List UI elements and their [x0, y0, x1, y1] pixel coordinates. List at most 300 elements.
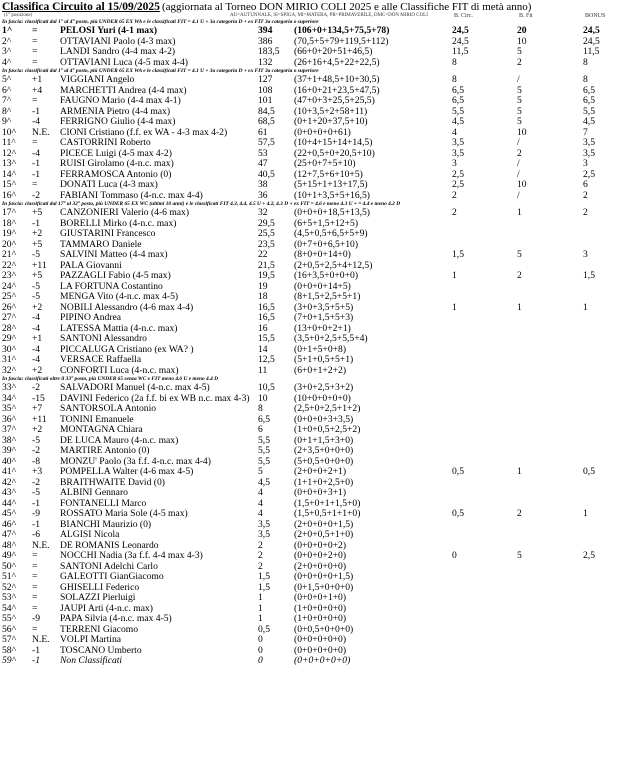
cell-det: (37+1+48,5+10+30,5) — [294, 74, 380, 85]
cell-name: LANDI Sandro (4-4 max 4-2) — [60, 46, 176, 57]
table-row — [0, 292, 628, 303]
cell-name: MONTAGNA Chiara — [60, 424, 143, 435]
cell-rank: 27^ — [2, 312, 17, 323]
cell-rank: 7^ — [2, 95, 12, 106]
cell-rank: 55^ — [2, 613, 17, 624]
cell-b1: 24,5 — [452, 35, 469, 47]
cell-var: -15 — [32, 392, 45, 404]
cell-pts: 1 — [258, 602, 263, 614]
cell-det: (16+0+21+23,5+47,5) — [294, 84, 380, 96]
cell-b2: 5 — [517, 105, 522, 117]
cell-rank: 38^ — [2, 434, 17, 446]
cell-name: FERRIGNO Giulio (4-4 max) — [60, 116, 176, 127]
fascia-note-1: In fascia: classificati dal 1° al 4° posto, più UNDER 65 EX WA e le classificati FIT = 4.1 U + 3a categoria D + ex FIT 3a categoria o superiore — [2, 19, 319, 25]
cell-b3: 2,5 — [583, 550, 595, 561]
cell-b2: / — [517, 137, 520, 148]
cell-det: (2+0+0,5+1+0) — [294, 529, 354, 540]
cell-pts: 108 — [258, 84, 273, 96]
cell-det: (10+0+0+0+0) — [294, 392, 351, 404]
cell-name: TERRENI Giacomo — [60, 623, 139, 635]
cell-rank: 58^ — [2, 644, 17, 656]
cell-det: (5+1+0,5+5+1) — [294, 354, 354, 365]
table-row — [0, 355, 628, 366]
table-row — [0, 572, 628, 583]
cell-name: BORELLI Mirko (4-n.c. max) — [60, 217, 177, 229]
cell-rank: 2^ — [2, 35, 12, 47]
cell-name: GIUSTARINI Francesco — [60, 228, 156, 239]
cell-var: = — [32, 95, 38, 106]
cell-pts: 10,5 — [258, 382, 275, 393]
cell-var: +11 — [32, 413, 47, 425]
cell-var: = — [32, 602, 38, 614]
fascia-note: In fascia: classificati dal 1° al 4° posto, più UNDER 65 EX WA e le classificati FIT = 4.1 U + 3a categoria D + ex FIT 3a categoria o superiore — [2, 68, 319, 74]
cell-det: (1+0+0+0+0) — [294, 602, 347, 614]
cell-var: = — [32, 35, 38, 47]
cell-b2: 2 — [517, 270, 522, 281]
cell-b2: 5 — [517, 249, 522, 260]
cell-name: VIGGIANI Angelo — [60, 74, 135, 85]
cell-name: GALEOTTI GianGiacomo — [60, 571, 164, 582]
cell-rank: 36^ — [2, 413, 17, 425]
cell-name: VOLPI Martina — [60, 634, 122, 645]
cell-det: (0+0+0+3+1) — [294, 487, 347, 498]
cell-var: +2 — [32, 301, 43, 313]
cell-b3: 3 — [583, 158, 588, 169]
cell-b1: 11,5 — [452, 46, 469, 57]
cell-name: CASTORRINI Roberto — [60, 137, 151, 148]
cell-b1: 6,5 — [452, 84, 464, 96]
cell-b3: 5,5 — [583, 105, 595, 117]
cell-b1: 6,5 — [452, 95, 464, 106]
cell-rank: 30^ — [2, 343, 17, 355]
table-row — [0, 159, 628, 170]
cell-name: MARCHETTI Andrea (4-4 max) — [60, 84, 187, 96]
cell-rank: 18^ — [2, 217, 17, 229]
cell-det: (0+1+1,5+3+0) — [294, 434, 354, 446]
cell-var: -5 — [32, 434, 40, 446]
cell-pts: 0 — [258, 634, 263, 645]
cell-name: MONZU' Paolo (3a f.f. 4-n.c. max 4-4) — [60, 455, 211, 467]
cell-det: (13+0+0+2+1) — [294, 322, 351, 334]
cell-name: BIANCHI Maurizio (0) — [60, 518, 152, 530]
cell-det: (106+0+134,5+75,5+78) — [294, 25, 390, 36]
cell-det: (0+0+0+0+2) — [294, 539, 347, 551]
cell-rank: 32^ — [2, 364, 17, 376]
table-row — [0, 635, 628, 646]
cell-rank: 22^ — [2, 259, 17, 271]
cell-name: ALGISI Nicola — [60, 529, 120, 540]
cell-det: (6+0+1+2+2) — [294, 364, 347, 376]
cell-pts: 5,5 — [258, 434, 270, 446]
cell-rank: 12^ — [2, 147, 17, 159]
cell-pts: 25,5 — [258, 228, 275, 239]
cell-b1: 1 — [452, 301, 457, 313]
cell-pts: 3,5 — [258, 529, 270, 540]
cell-name: SANTORSOLA Antonio — [60, 403, 157, 414]
cell-var: -5 — [32, 249, 40, 260]
cell-rank: 40^ — [2, 455, 17, 467]
cell-b3: 1,5 — [583, 270, 595, 281]
cell-rank: 15^ — [2, 179, 17, 190]
cell-b3: 24,5 — [583, 35, 600, 47]
cell-b2: 5 — [517, 46, 522, 57]
cell-pts: 0 — [258, 655, 263, 666]
cell-rank: 54^ — [2, 602, 17, 614]
cell-det: (47+0+3+25,5+25,5) — [294, 95, 375, 106]
cell-pts: 6,5 — [258, 413, 270, 425]
cell-rank: 26^ — [2, 301, 17, 313]
cell-rank: 48^ — [2, 539, 17, 551]
cell-var: = — [32, 560, 38, 572]
cell-var: = — [32, 46, 38, 57]
cell-b2: 2 — [517, 508, 522, 519]
cell-var: -1 — [32, 644, 40, 656]
table-row — [0, 138, 628, 149]
cell-det: (2+0,5+2,5+4+12,5) — [294, 259, 373, 271]
col-bonus-fit: B. Fit — [519, 13, 533, 19]
cell-pts: 40,5 — [258, 168, 275, 180]
cell-var: +5 — [32, 238, 43, 250]
cell-var: -2 — [32, 445, 40, 456]
cell-det: (70,5+5+79+119,5+112) — [294, 35, 389, 47]
cell-name: PIPINO Andrea — [60, 312, 122, 323]
cell-var: -2 — [32, 476, 40, 488]
cell-b2: 5 — [517, 116, 522, 127]
cell-rank: 37^ — [2, 424, 17, 435]
cell-var: +5 — [32, 270, 43, 281]
cell-rank: 14^ — [2, 168, 17, 180]
cell-det: (12+7,5+6+10+5) — [294, 168, 363, 180]
cell-pts: 2 — [258, 539, 263, 551]
cell-name: DE LUCA Mauro (4-n.c. max) — [60, 434, 179, 446]
cell-b3: 1 — [583, 508, 588, 519]
cell-name: DE ROMANIS Leonardo — [60, 539, 159, 551]
cell-pts: 38 — [258, 179, 268, 190]
cell-var: -5 — [32, 291, 40, 302]
cell-b2: / — [517, 168, 520, 180]
cell-det: (1+0+0+0+0) — [294, 613, 347, 624]
cell-var: = — [32, 25, 38, 36]
cell-var: = — [32, 623, 38, 635]
cell-var: +2 — [32, 364, 43, 376]
cell-var: -9 — [32, 508, 40, 519]
cell-b2: 5 — [517, 95, 522, 106]
cell-rank: 35^ — [2, 403, 17, 414]
cell-pts: 32 — [258, 207, 268, 218]
cell-name: TONINI Emanuele — [60, 413, 134, 425]
cell-b3: 7 — [583, 126, 588, 138]
table-row — [0, 488, 628, 499]
cell-pts: 8 — [258, 403, 263, 414]
cell-det: (2+0+0+0+0) — [294, 560, 347, 572]
table-row — [0, 593, 628, 604]
cell-det: (0+0+0+18,5+13,5) — [294, 207, 371, 218]
cell-name: BRAITHWAITE David (0) — [60, 476, 165, 488]
table-row — [0, 446, 628, 457]
cell-det: (0+1+20+37,5+10) — [294, 116, 368, 127]
cell-pts: 5 — [258, 466, 263, 477]
cell-pts: 4 — [258, 508, 263, 519]
table-row — [0, 250, 628, 261]
cell-det: (0+0+0+1+0) — [294, 592, 347, 603]
cell-name: POMPELLA Walter (4-6 max 4-5) — [60, 466, 194, 477]
cell-pts: 47 — [258, 158, 268, 169]
cell-var: +1 — [32, 333, 43, 344]
cell-pts: 4 — [258, 497, 263, 509]
cell-det: (1+1+0+2,5+0) — [294, 476, 354, 488]
table-row — [0, 383, 628, 394]
cell-name: PICECE Luigi (4-5 max 4-2) — [60, 147, 172, 159]
cell-var: +1 — [32, 74, 43, 85]
cell-var: -1 — [32, 217, 40, 229]
cell-b2: 5 — [517, 84, 522, 96]
cell-name: DONATI Luca (4-3 max) — [60, 179, 158, 190]
cell-b1: 2 — [452, 207, 457, 218]
cell-b3: 6 — [583, 179, 588, 190]
cell-name: FONTANELLI Marco — [60, 497, 147, 509]
cell-det: (5+15+1+13+17,5) — [294, 179, 368, 190]
cell-name: NOBILI Alessandro (4-6 max 4-4) — [60, 301, 194, 313]
table-row — [0, 334, 628, 345]
cell-rank: 56^ — [2, 623, 17, 635]
cell-pts: 394 — [258, 25, 273, 36]
cell-var: -4 — [32, 354, 40, 365]
cell-var: = — [32, 137, 38, 148]
cell-rank: 49^ — [2, 550, 17, 561]
cell-det: (0+1,5+0+0+0) — [294, 581, 354, 593]
document-title: Classifica Circuito al 15/09/2025 — [2, 1, 160, 13]
cell-name: OTTAVIANI Paolo (4-3 max) — [60, 35, 176, 47]
cell-det: (3,5+0+2,5+5,5+4) — [294, 333, 368, 344]
cell-rank: 16^ — [2, 189, 17, 201]
cell-rank: 17^ — [2, 207, 17, 218]
cell-pts: 12,5 — [258, 354, 275, 365]
cell-pts: 183,5 — [258, 46, 280, 57]
cell-rank: 24^ — [2, 280, 17, 292]
cell-pts: 132 — [258, 56, 273, 68]
cell-var: -2 — [32, 189, 40, 201]
cell-b3: 0,5 — [583, 466, 595, 477]
cell-rank: 9^ — [2, 116, 12, 127]
cell-var: -9 — [32, 613, 40, 624]
cell-pts: 386 — [258, 35, 273, 47]
cell-pts: 2 — [258, 550, 263, 561]
cell-b1: 0,5 — [452, 466, 464, 477]
cell-pts: 1 — [258, 613, 263, 624]
cell-var: -4 — [32, 343, 40, 355]
cell-det: (1+0+0,5+2,5+2) — [294, 424, 361, 435]
cell-name: TAMMARO Daniele — [60, 238, 142, 250]
cell-rank: 3^ — [2, 46, 12, 57]
cell-pts: 0,5 — [258, 623, 270, 635]
cell-name: TOSCANO Umberto — [60, 644, 142, 656]
cell-name: FERRAMOSCA Antonio (0) — [60, 168, 172, 180]
cell-b2: / — [517, 74, 520, 85]
cell-name: MENGA Vito (4-n.c. max 4-5) — [60, 291, 179, 302]
cell-name: PAZZAGLI Fabio (4-5 max) — [60, 270, 171, 281]
cell-pts: 19 — [258, 280, 268, 292]
cell-rank: 4^ — [2, 56, 12, 68]
table-row — [0, 117, 628, 128]
cell-var: N.E. — [32, 634, 50, 645]
document-header — [2, 1, 626, 21]
cell-det: (0+0+0+0+0) — [294, 634, 347, 645]
cell-name: ALBINI Gennaro — [60, 487, 128, 498]
cell-pts: 68,5 — [258, 116, 275, 127]
cell-rank: 31^ — [2, 354, 17, 365]
table-row — [0, 75, 628, 86]
cell-var: -2 — [32, 382, 40, 393]
table-row — [0, 271, 628, 282]
cell-rank: 10^ — [2, 126, 17, 138]
cell-pts: 1,5 — [258, 581, 270, 593]
cell-name: LA FORTUNA Costantino — [60, 280, 163, 292]
cell-rank: 51^ — [2, 571, 17, 582]
cell-pts: 5,5 — [258, 455, 270, 467]
cell-b2: 5 — [517, 550, 522, 561]
cell-rank: 53^ — [2, 592, 17, 603]
cell-var: -8 — [32, 455, 40, 467]
cell-name: SALVADORI Manuel (4-n.c. max 4-5) — [60, 382, 210, 393]
cell-rank: 5^ — [2, 74, 12, 85]
cell-b3: 11,5 — [583, 46, 600, 57]
table-row — [0, 530, 628, 541]
cell-name: DAVINI Federico (2a f.f. bi ex WB n.c. max 4-3) — [60, 392, 250, 404]
cell-rank: 28^ — [2, 322, 17, 334]
table-row — [0, 509, 628, 520]
table-row — [0, 96, 628, 107]
tournament-legend: AU=AUTUNNALE, SI=SPIGA, MI=MATERA, PR=PRIMAVERILE, DMC=DON MIRIO COLI — [230, 13, 428, 18]
cell-b2: / — [517, 189, 520, 201]
cell-rank: 47^ — [2, 529, 17, 540]
cell-var: +4 — [32, 84, 43, 96]
cell-rank: 6^ — [2, 84, 12, 96]
cell-var: = — [32, 550, 38, 561]
cell-name: CONFORTI Luca (4-n.c. max) — [60, 364, 179, 376]
cell-rank: 44^ — [2, 497, 17, 509]
cell-pts: 61 — [258, 126, 268, 138]
table-row — [0, 26, 628, 37]
cell-b3: 2 — [583, 189, 588, 201]
cell-pts: 36 — [258, 189, 268, 201]
table-row — [0, 47, 628, 58]
cell-var: +7 — [32, 403, 43, 414]
cell-name: RUISI Girolamo (4-n.c. max) — [60, 158, 174, 169]
cell-det: (6+5+1,5+12+5) — [294, 217, 359, 229]
cell-pts: 18 — [258, 291, 268, 302]
cell-name: CANZONIERI Valerio (4-6 max) — [60, 207, 190, 218]
cell-rank: 1^ — [2, 25, 13, 36]
cell-rank: 43^ — [2, 487, 17, 498]
table-row — [0, 404, 628, 415]
cell-det: (0+0+0+0+0) — [294, 655, 351, 666]
cell-pts: 4 — [258, 487, 263, 498]
cell-det: (66+0+20+51+46,5) — [294, 46, 373, 57]
cell-b1: 0,5 — [452, 508, 464, 519]
cell-rank: 52^ — [2, 581, 17, 593]
cell-b3: 8 — [583, 56, 588, 68]
cell-pts: 10 — [258, 392, 268, 404]
cell-b1: 3,5 — [452, 137, 464, 148]
cell-var: +3 — [32, 466, 43, 477]
cell-pts: 16 — [258, 322, 268, 334]
cell-var: -1 — [32, 158, 40, 169]
cell-b2: 1 — [517, 301, 522, 313]
cell-det: (1,5+0+1+1,5+0) — [294, 497, 361, 509]
cell-rank: 41^ — [2, 466, 17, 477]
cell-b1: 2,5 — [452, 179, 464, 190]
cell-b3: 3,5 — [583, 137, 595, 148]
fascia-note: In fascia: classificati oltre il 33° posto, più UNDER 65 senza WC e FIT meno 4.6 U e meno 4.4 D — [2, 376, 219, 382]
cell-rank: 46^ — [2, 518, 17, 530]
cell-pts: 1,5 — [258, 571, 270, 582]
cell-name: JAUPI Arti (4-n.c. max) — [60, 602, 153, 614]
cell-rank: 59^ — [2, 655, 16, 666]
cell-b2: / — [517, 158, 520, 169]
cell-name: NOCCHI Nadia (3a f.f. 4-4 max 4-3) — [60, 550, 203, 561]
cell-det: (25+0+7+5+10) — [294, 158, 356, 169]
table-row — [0, 229, 628, 240]
cell-det: (10+3,5+2+58+11) — [294, 105, 368, 117]
cell-b3: 24,5 — [583, 25, 600, 36]
cell-pts: 127 — [258, 74, 273, 85]
cell-var: -1 — [32, 105, 40, 117]
cell-b1: 3,5 — [452, 147, 464, 159]
cell-det: (0+1+5+0+8) — [294, 343, 347, 355]
cell-pts: 29,5 — [258, 217, 275, 229]
cell-pts: 4,5 — [258, 476, 270, 488]
cell-b3: 3 — [583, 249, 588, 260]
cell-b1: 4,5 — [452, 116, 464, 127]
cell-pts: 0 — [258, 644, 263, 656]
cell-name: OTTAVIANI Luca (4-5 max 4-4) — [60, 56, 188, 68]
table-row — [0, 614, 628, 625]
cell-pts: 23,5 — [258, 238, 275, 250]
cell-var: N.E. — [32, 539, 50, 551]
cell-var: -4 — [32, 147, 40, 159]
table-row — [0, 58, 628, 69]
table-row — [0, 313, 628, 324]
cell-b3: 8 — [583, 74, 588, 85]
cell-var: -6 — [32, 529, 40, 540]
cell-b3: 2,5 — [583, 168, 595, 180]
cell-b3: 1 — [583, 301, 588, 313]
position-hint: (1° posizione) — [4, 13, 33, 18]
cell-name: ROSSATO Maria Sole (4-5 max) — [60, 508, 188, 519]
cell-pts: 57,5 — [258, 137, 275, 148]
cell-pts: 16,5 — [258, 312, 275, 323]
table-row — [0, 366, 628, 377]
cell-name: MARTIRE Antonio (0) — [60, 445, 150, 456]
cell-rank: 57^ — [2, 634, 17, 645]
cell-var: = — [32, 56, 38, 68]
table-row — [0, 208, 628, 219]
cell-rank: 21^ — [2, 249, 17, 260]
cell-det: (7+0+1,5+5+3) — [294, 312, 354, 323]
cell-var: -4 — [32, 116, 40, 127]
cell-det: (0+0+0+14+5) — [294, 280, 351, 292]
cell-name: SALVINI Matteo (4-4 max) — [60, 249, 168, 260]
cell-det: (0+0+0+0+0) — [294, 644, 347, 656]
cell-rank: 34^ — [2, 392, 17, 404]
cell-name: PELOSI Yuri (4-1 max) — [60, 25, 158, 36]
cell-det: (0+0,5+0+0+0) — [294, 623, 354, 635]
cell-var: -5 — [32, 487, 40, 498]
cell-name: GHISELLI Federico — [60, 581, 140, 593]
cell-det: (0+0+0+3+3,5) — [294, 413, 354, 425]
cell-det: (4,5+0,5+6,5+5+9) — [294, 228, 368, 239]
cell-pts: 22 — [258, 249, 268, 260]
